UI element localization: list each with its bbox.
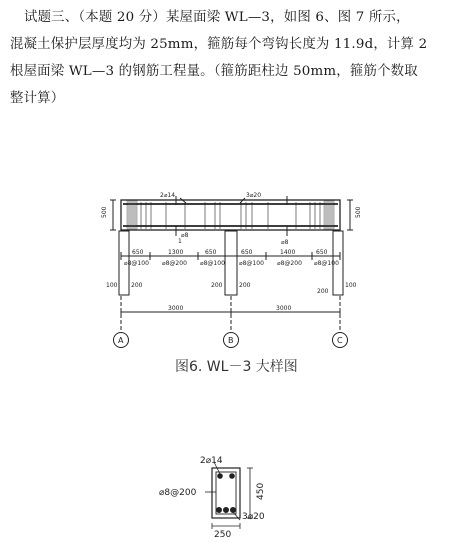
top-rebar-dot (218, 474, 222, 478)
spacing-label: ⌀8@200 (162, 260, 187, 267)
section-width-label: 250 (214, 530, 232, 540)
section-bottom-bar-label: 3⌀20 (242, 512, 265, 522)
stirrup-label-left: ⌀8 (181, 232, 189, 239)
dim-label: 650 (241, 249, 253, 256)
leader-line (233, 512, 240, 520)
dim-label: 650 (316, 249, 328, 256)
question-line: 试题三、（本题 20 分）某屋面梁 WL—3，如图 6、图 7 所示， (24, 10, 410, 25)
section-mark-label: 1 (178, 238, 182, 245)
span-dim-label: 3000 (276, 305, 292, 312)
figure-caption: 图6. WL－3 大样图 (175, 359, 298, 375)
dim-label: 650 (132, 249, 144, 256)
axis-label-a: A (118, 336, 124, 345)
column-b (225, 231, 237, 295)
spacing-label: ⌀8@100 (239, 260, 264, 267)
bottom-rebar-dot (224, 508, 229, 513)
dim-label: 1400 (280, 249, 296, 256)
top-bar-label-left: 2⌀14 (160, 192, 176, 199)
question-line: 混凝土保护层厚度均为 25mm，箍筋每个弯钩长度为 11.9d，计算 2 (10, 37, 428, 52)
spacing-label: ⌀8@100 (200, 260, 225, 267)
section-stirrup-label: ⌀8@200 (159, 488, 197, 498)
dim-label: 650 (205, 249, 217, 256)
section-height-label: 450 (256, 482, 266, 500)
beam-height-label-right: 500 (355, 206, 362, 218)
top-rebar-dot (230, 474, 234, 478)
spacing-label: ⌀8@200 (277, 260, 302, 267)
dim-label: 1300 (168, 249, 184, 256)
column-dim-label: 100 (106, 282, 118, 289)
column-dim-label: 200 (239, 282, 251, 289)
question-line: 根屋面梁 WL—3 的钢筋工程量。（箍筋距柱边 50mm，箍筋个数取 (10, 64, 418, 79)
section-top-bar-label: 2⌀14 (200, 456, 223, 466)
column-dim-label: 200 (131, 282, 143, 289)
column-dim-label: 200 (317, 288, 329, 295)
beam-height-label: 500 (101, 206, 108, 218)
stirrup-group (141, 202, 320, 229)
span-dim-label: 3000 (168, 305, 184, 312)
bottom-rebar-dot (217, 508, 222, 513)
spacing-label: ⌀8@100 (314, 260, 339, 267)
bottom-rebar-dot (231, 508, 236, 513)
stirrup-label-right: ⌀8 (281, 239, 289, 246)
axis-label-b: B (228, 336, 234, 345)
spacing-label: ⌀8@100 (124, 260, 149, 267)
axis-label-c: C (337, 336, 343, 345)
column-dim-label: 200 (211, 282, 223, 289)
end-hatch-right (324, 201, 334, 229)
column-dim-label: 100 (345, 282, 357, 289)
question-line: 整计算） (10, 91, 65, 106)
end-hatch-left (127, 201, 137, 229)
beam-elevation-drawing (110, 196, 353, 348)
top-bar-label-right: 3⌀20 (246, 192, 262, 199)
